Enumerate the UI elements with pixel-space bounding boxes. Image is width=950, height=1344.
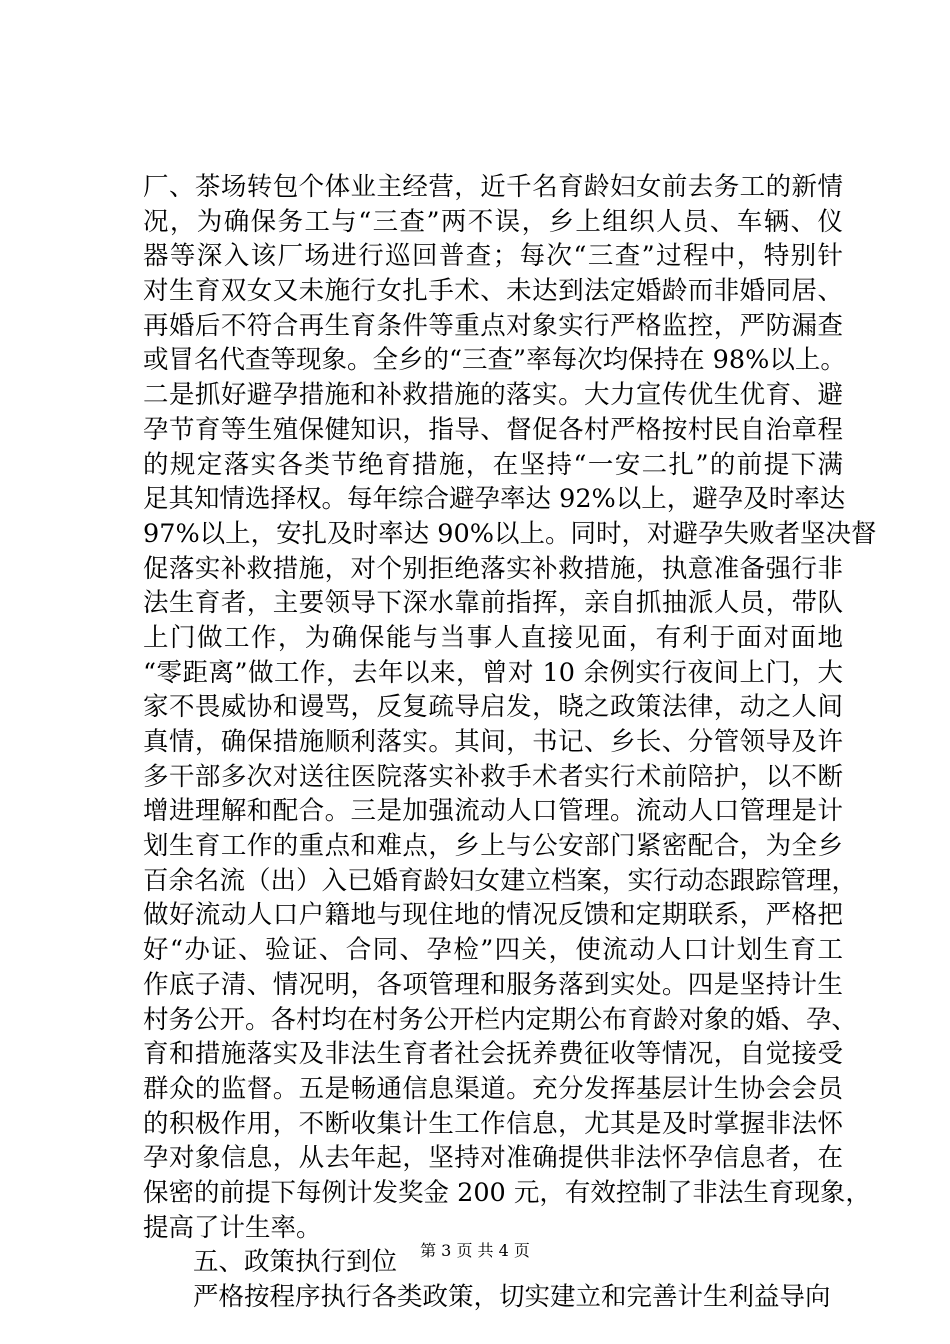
text-line: 多干部多次对送往医院落实补救手术者实行术前陪护，以不断 — [143, 761, 843, 792]
text-line: 提高了计生率。 — [143, 1212, 322, 1243]
text-line: 孕对象信息，从去年起，坚持对准确提供非法怀孕信息者，在 — [143, 1143, 843, 1174]
page-footer — [0, 1241, 950, 1261]
text-line: 家不畏威协和谩骂，反复疏导启发，晓之政策法律，动之人间 — [143, 692, 843, 723]
text-line: 的积极作用，不断收集计生工作信息，尤其是及时掌握非法怀 — [143, 1108, 843, 1139]
text-line: 或冒名代查等现象。全乡的“三查”率每次均保持在 98%以上。 — [143, 345, 846, 376]
text-line: 增进理解和配合。三是加强流动人口管理。流动人口管理是计 — [143, 796, 843, 827]
text-line: 保密的前提下每例计发奖金 200 元，有效控制了非法生育现象， — [143, 1177, 871, 1208]
text-line: 百余名流（出）入已婚育龄妇女建立档案，实行动态跟踪管理， — [143, 865, 858, 896]
text-line: 再婚后不符合再生育条件等重点对象实行严格监控，严防漏查 — [143, 310, 843, 341]
text-line: 好“办证、验证、合同、孕检”四关，使流动人口计划生育工 — [143, 935, 843, 966]
text-line: 真情，确保措施顺利落实。其间，书记、乡长、分管领导及许 — [143, 727, 843, 757]
paragraph-first-line: 严格按程序执行各类政策，切实建立和完善计生利益导向 — [193, 1282, 831, 1312]
text-line: 对生育双女又未施行女扎手术、未达到法定婚龄而非婚同居、 — [143, 276, 843, 307]
text-line: 法生育者，主要领导下深水靠前指挥，亲自抓抽派人员，带队 — [143, 588, 843, 619]
text-line: 厂、茶场转包个体业主经营，近千名育龄妇女前去务工的新情 — [143, 172, 843, 202]
text-line: 孕节育等生殖保健知识，指导、督促各村严格按村民自治章程 — [143, 414, 843, 445]
text-line: 器等深入该厂场进行巡回普查；每次“三查”过程中，特别针 — [143, 241, 843, 272]
body-text — [143, 170, 877, 1315]
text-line: 村务公开。各村均在村务公开栏内定期公布育龄对象的婚、孕、 — [143, 1004, 858, 1035]
section-heading: 五、政策执行到位 — [193, 1247, 398, 1278]
text-line: 足其知情选择权。每年综合避孕率达 92%以上，避孕及时率达 — [143, 484, 846, 515]
text-line: 的规定落实各类节绝育措施，在坚持“一安二扎”的前提下满 — [143, 449, 843, 480]
page-number: 第 3 页 共 4 页 — [420, 1241, 530, 1260]
text-line: 二是抓好避孕措施和补救措施的落实。大力宣传优生优育、避 — [143, 380, 843, 411]
text-line: 划生育工作的重点和难点，乡上与公安部门紧密配合，为全乡 — [143, 831, 843, 862]
text-line: 群众的监督。五是畅通信息渠道。充分发挥基层计生协会会员 — [143, 1073, 843, 1104]
text-line: “零距离”做工作，去年以来，曾对 10 余例实行夜间上门，大 — [143, 657, 843, 688]
text-line: 97%以上，安扎及时率达 90%以上。同时，对避孕失败者坚决督 — [143, 518, 877, 549]
text-line: 作底子清、情况明，各项管理和服务落到实处。四是坚持计生 — [143, 969, 843, 1000]
text-line: 上门做工作，为确保能与当事人直接见面，有利于面对面地 — [143, 622, 843, 653]
text-line: 育和措施落实及非法生育者社会抚养费征收等情况，自觉接受 — [143, 1039, 843, 1070]
text-line: 况，为确保务工与“三查”两不误，乡上组织人员、车辆、仪 — [143, 206, 843, 237]
text-line: 做好流动人口户籍地与现住地的情况反馈和定期联系，严格把 — [143, 900, 843, 931]
text-line: 促落实补救措施，对个别拒绝落实补救措施，执意准备强行非 — [143, 553, 843, 584]
